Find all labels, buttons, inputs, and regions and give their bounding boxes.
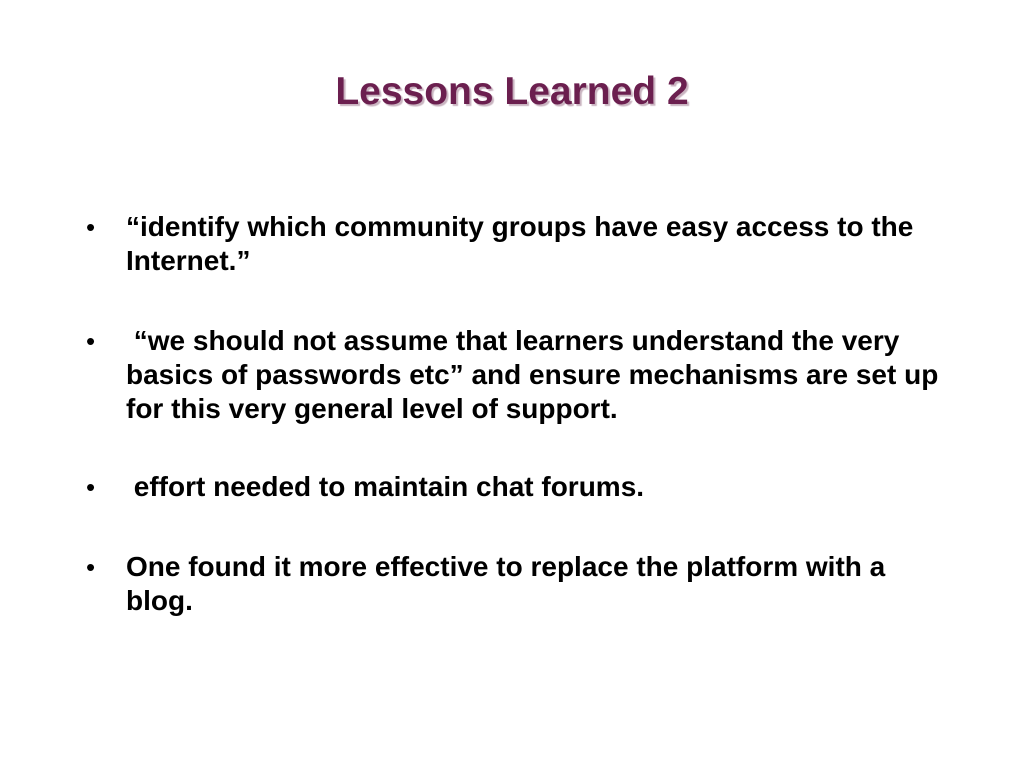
bullet-text: One found it more effective to replace the platform with a blog. (126, 551, 894, 616)
bullet-icon: • (86, 326, 96, 356)
bullet-icon: • (86, 212, 96, 242)
bullet-icon: • (86, 552, 96, 582)
bullet-icon: • (86, 472, 96, 502)
bullet-item (86, 550, 946, 618)
bullet-list (86, 210, 946, 618)
bullet-item (86, 324, 946, 426)
slide-title: Lessons Learned 2 (335, 70, 689, 113)
bullet-text: effort needed to maintain chat forums. (126, 471, 645, 502)
bullet-item (86, 470, 946, 504)
bullet-item (86, 210, 946, 278)
bullet-text: “identify which community groups have easy access to the Internet.” (126, 211, 922, 276)
bullet-text: “we should not assume that learners understand the very basics of passwords etc” and ensure mechanisms are set up for this very general level of support. (126, 325, 947, 424)
